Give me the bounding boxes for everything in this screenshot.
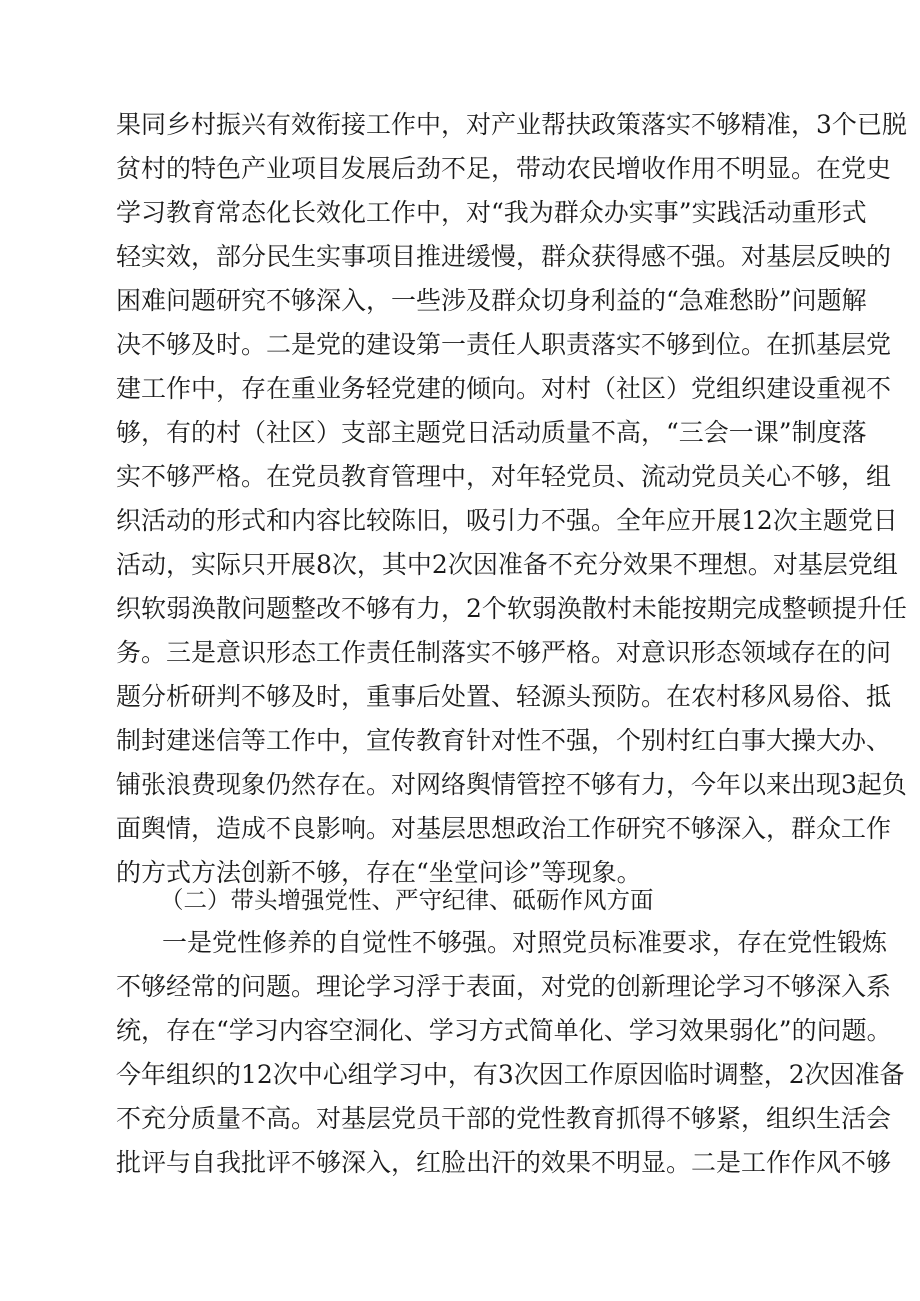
text-line: 学习教育常态化长效化工作中，对“我为群众办实事”实践活动重形式 (116, 198, 867, 227)
text-line: 不够经常的问题。理论学习浮于表面，对党的创新理论学习不够深入系 (116, 972, 892, 1001)
text-line: 制封建迷信等工作中，宣传教育针对性不强，个别村红白事大操大办、 (116, 726, 892, 755)
text-line: 织软弱涣散问题整改不够有力，2个软弱涣散村未能按期完成整顿提升任 (116, 594, 907, 623)
text-line: 贫村的特色产业项目发展后劲不足，带动农民增收作用不明显。在党史 (116, 154, 892, 183)
text-line: 织活动的形式和内容比较陈旧，吸引力不强。全年应开展12次主题党日 (116, 506, 898, 535)
text-line: 今年组织的12次中心组学习中，有3次因工作原因临时调整，2次因准备 (116, 1060, 905, 1089)
text-line: 活动，实际只开展8次，其中2次因准备不充分效果不理想。对基层党组 (116, 550, 898, 579)
text-line: 题分析研判不够及时，重事后处置、轻源头预防。在农村移风易俗、抵 (116, 682, 892, 711)
text-line: 果同乡村振兴有效衔接工作中，对产业帮扶政策落实不够精准，3个已脱 (116, 110, 907, 139)
text-line: 铺张浪费现象仍然存在。对网络舆情管控不够有力，今年以来出现3起负 (116, 770, 907, 799)
text-line: 的方式方法创新不够，存在“坐堂问诊”等现象。 (116, 858, 642, 887)
text-line: 实不够严格。在党员教育管理中，对年轻党员、流动党员关心不够，组 (116, 462, 892, 491)
text-line: 决不够及时。二是党的建设第一责任人职责落实不够到位。在抓基层党 (116, 330, 892, 359)
text-line: 建工作中，存在重业务轻党建的倾向。对村（社区）党组织建设重视不 (116, 374, 892, 403)
section-heading: （二）带头增强党性、严守纪律、砥砺作风方面 (160, 886, 654, 914)
text-line: 务。三是意识形态工作责任制落实不够严格。对意识形态领域存在的问 (116, 638, 892, 667)
text-line: 够，有的村（社区）支部主题党日活动质量不高，“三会一课”制度落 (116, 418, 867, 447)
text-line: 不充分质量不高。对基层党员干部的党性教育抓得不够紧，组织生活会 (116, 1104, 892, 1133)
text-line: 批评与自我批评不够深入，红脸出汗的效果不明显。二是工作作风不够 (116, 1148, 892, 1177)
text-line: 统，存在“学习内容空洞化、学习方式简单化、学习效果弱化”的问题。 (116, 1016, 892, 1045)
text-line: 困难问题研究不够深入，一些涉及群众切身利益的“急难愁盼”问题解 (116, 286, 867, 315)
text-line: 一是党性修养的自觉性不够强。对照党员标准要求，存在党性锻炼 (162, 928, 888, 957)
text-line: 轻实效，部分民生实事项目推进缓慢，群众获得感不强。对基层反映的 (116, 242, 892, 271)
text-line: 面舆情，造成不良影响。对基层思想政治工作研究不够深入，群众工作 (116, 814, 892, 843)
